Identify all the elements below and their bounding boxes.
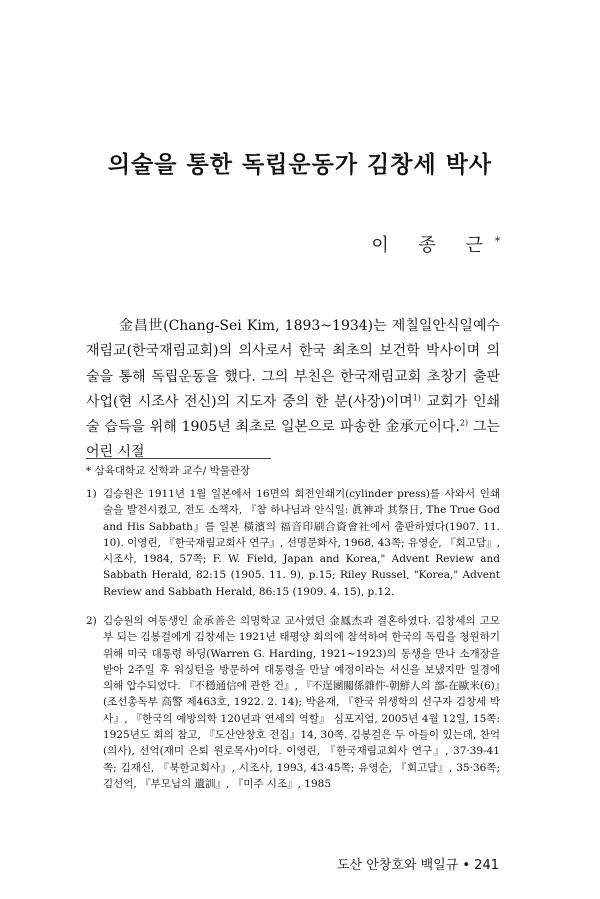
body-text-part-1: 金昌世(Chang-Sei Kim, 1893~1934)는 제칠일안식일예수재림교(한국재림교회)의 의사로서 한국 최초의 보건학 박사이며 의술을 통해 독립운동을 했다. 그의 부친은 한국재림교회 초창기 출판사업(현 시조사 전신)의 지도자 중의 한 분(사장)이며 (86, 318, 500, 410)
body-text (86, 314, 500, 466)
footnote-1 (86, 486, 500, 600)
author-name: 이 종 근 (371, 235, 495, 256)
body-text-part-3: 그는 어린 시절 (86, 419, 501, 461)
footnote-2 (86, 613, 500, 792)
footnote-ref-2[interactable]: 2) (459, 418, 469, 428)
author-byline (371, 231, 500, 257)
footnote-number: 2) (86, 615, 97, 627)
footnote-number: 1) (86, 488, 97, 500)
footnote-ref-1[interactable]: 1) (412, 393, 421, 403)
running-footer-page-number: 도산 안창호와 백일규 • 241 (336, 858, 499, 873)
article-title: 의술을 통한 독립운동가 김창세 박사 (107, 152, 493, 178)
body-text-part-2: 교회가 인쇄술 습득을 위해 1905년 최초로 일본으로 파송한 金承元이다. (86, 393, 500, 436)
body-paragraph (86, 314, 500, 466)
footnote-divider (86, 458, 271, 459)
footnote-text: 김승원은 1911년 1월 일본에서 16면의 회전인쇄기(cylinder press)를 사와서 인쇄술을 발전시켰고, 전도 소책자, 『참 하나님과 안식일: 眞神과 其祭日, The True God and His Sabbath』를 일본 橫濱의 福音印刷合資會社에서 출판하였다(1907. 11. 10). 이영린, 『한국재림교회사 연구』, 선명문화사, 1968, 43쪽; 유영순, 『회고담』, 시조사, 1984, 57쪽; F. W. Field, Japan and Korea," Advent Review and Sabbath Herald, 82:15 (1905. 11. 9), p.15; Riley Russel, "Korea," Advent Review and Sabbath Herald, 86:15 (1909. 4. 15), p.12. (103, 488, 500, 598)
author-affiliation-note: * 삼육대학교 신학과 교수/ 박물관장 (86, 465, 251, 477)
footnote-text: 김승원의 여동생인 金承善은 의명학교 교사였던 金鳳杰과 결혼하였다. 김창세의 고모부 되는 김봉걸에게 김창세는 1921년 태평양 회의에 참석하여 한국의 독립을 청원하기 위해 미국 대통령 하딩(Warren G. Harding, 1921~1923)의 동생을 만나 소개장을 받아 2주일 후 워싱턴을 방문하여 대통령을 만날 예정이라는 서신을 보냈지만 일경에 의해 압수되었다. 『不穩通信에 관한 건』, 『不逞團關係雜件-朝鮮人의 部-在歐米(6)』(조선총독부 高警 제463호, 1922. 2. 14); 박윤재, 『한국 위생학의 선구자 김창세 박사』, 『한국의 예방의학 120년과 연세의 역할』 심포지엄, 2005년 4월 12일, 15쪽: 1925년도 회의 참고, 『도산안창호 전집』14, 30쪽. 김봉걸은 두 아들이 있는데, 찬억(의사), 선억(재미 은퇴 원로목사)이다. 이영린, 『한국재림교회사 연구』, 37·39-41쪽; 김재신, 『북한교회사』, 시조사, 1993, 43·45쪽; 유영순, 『회고담』, 35·36쪽; 김선억, 『부모님의 遺訓』, 『미주 시조』, 1985 (103, 615, 500, 790)
author-footnote-mark: * (495, 236, 500, 247)
